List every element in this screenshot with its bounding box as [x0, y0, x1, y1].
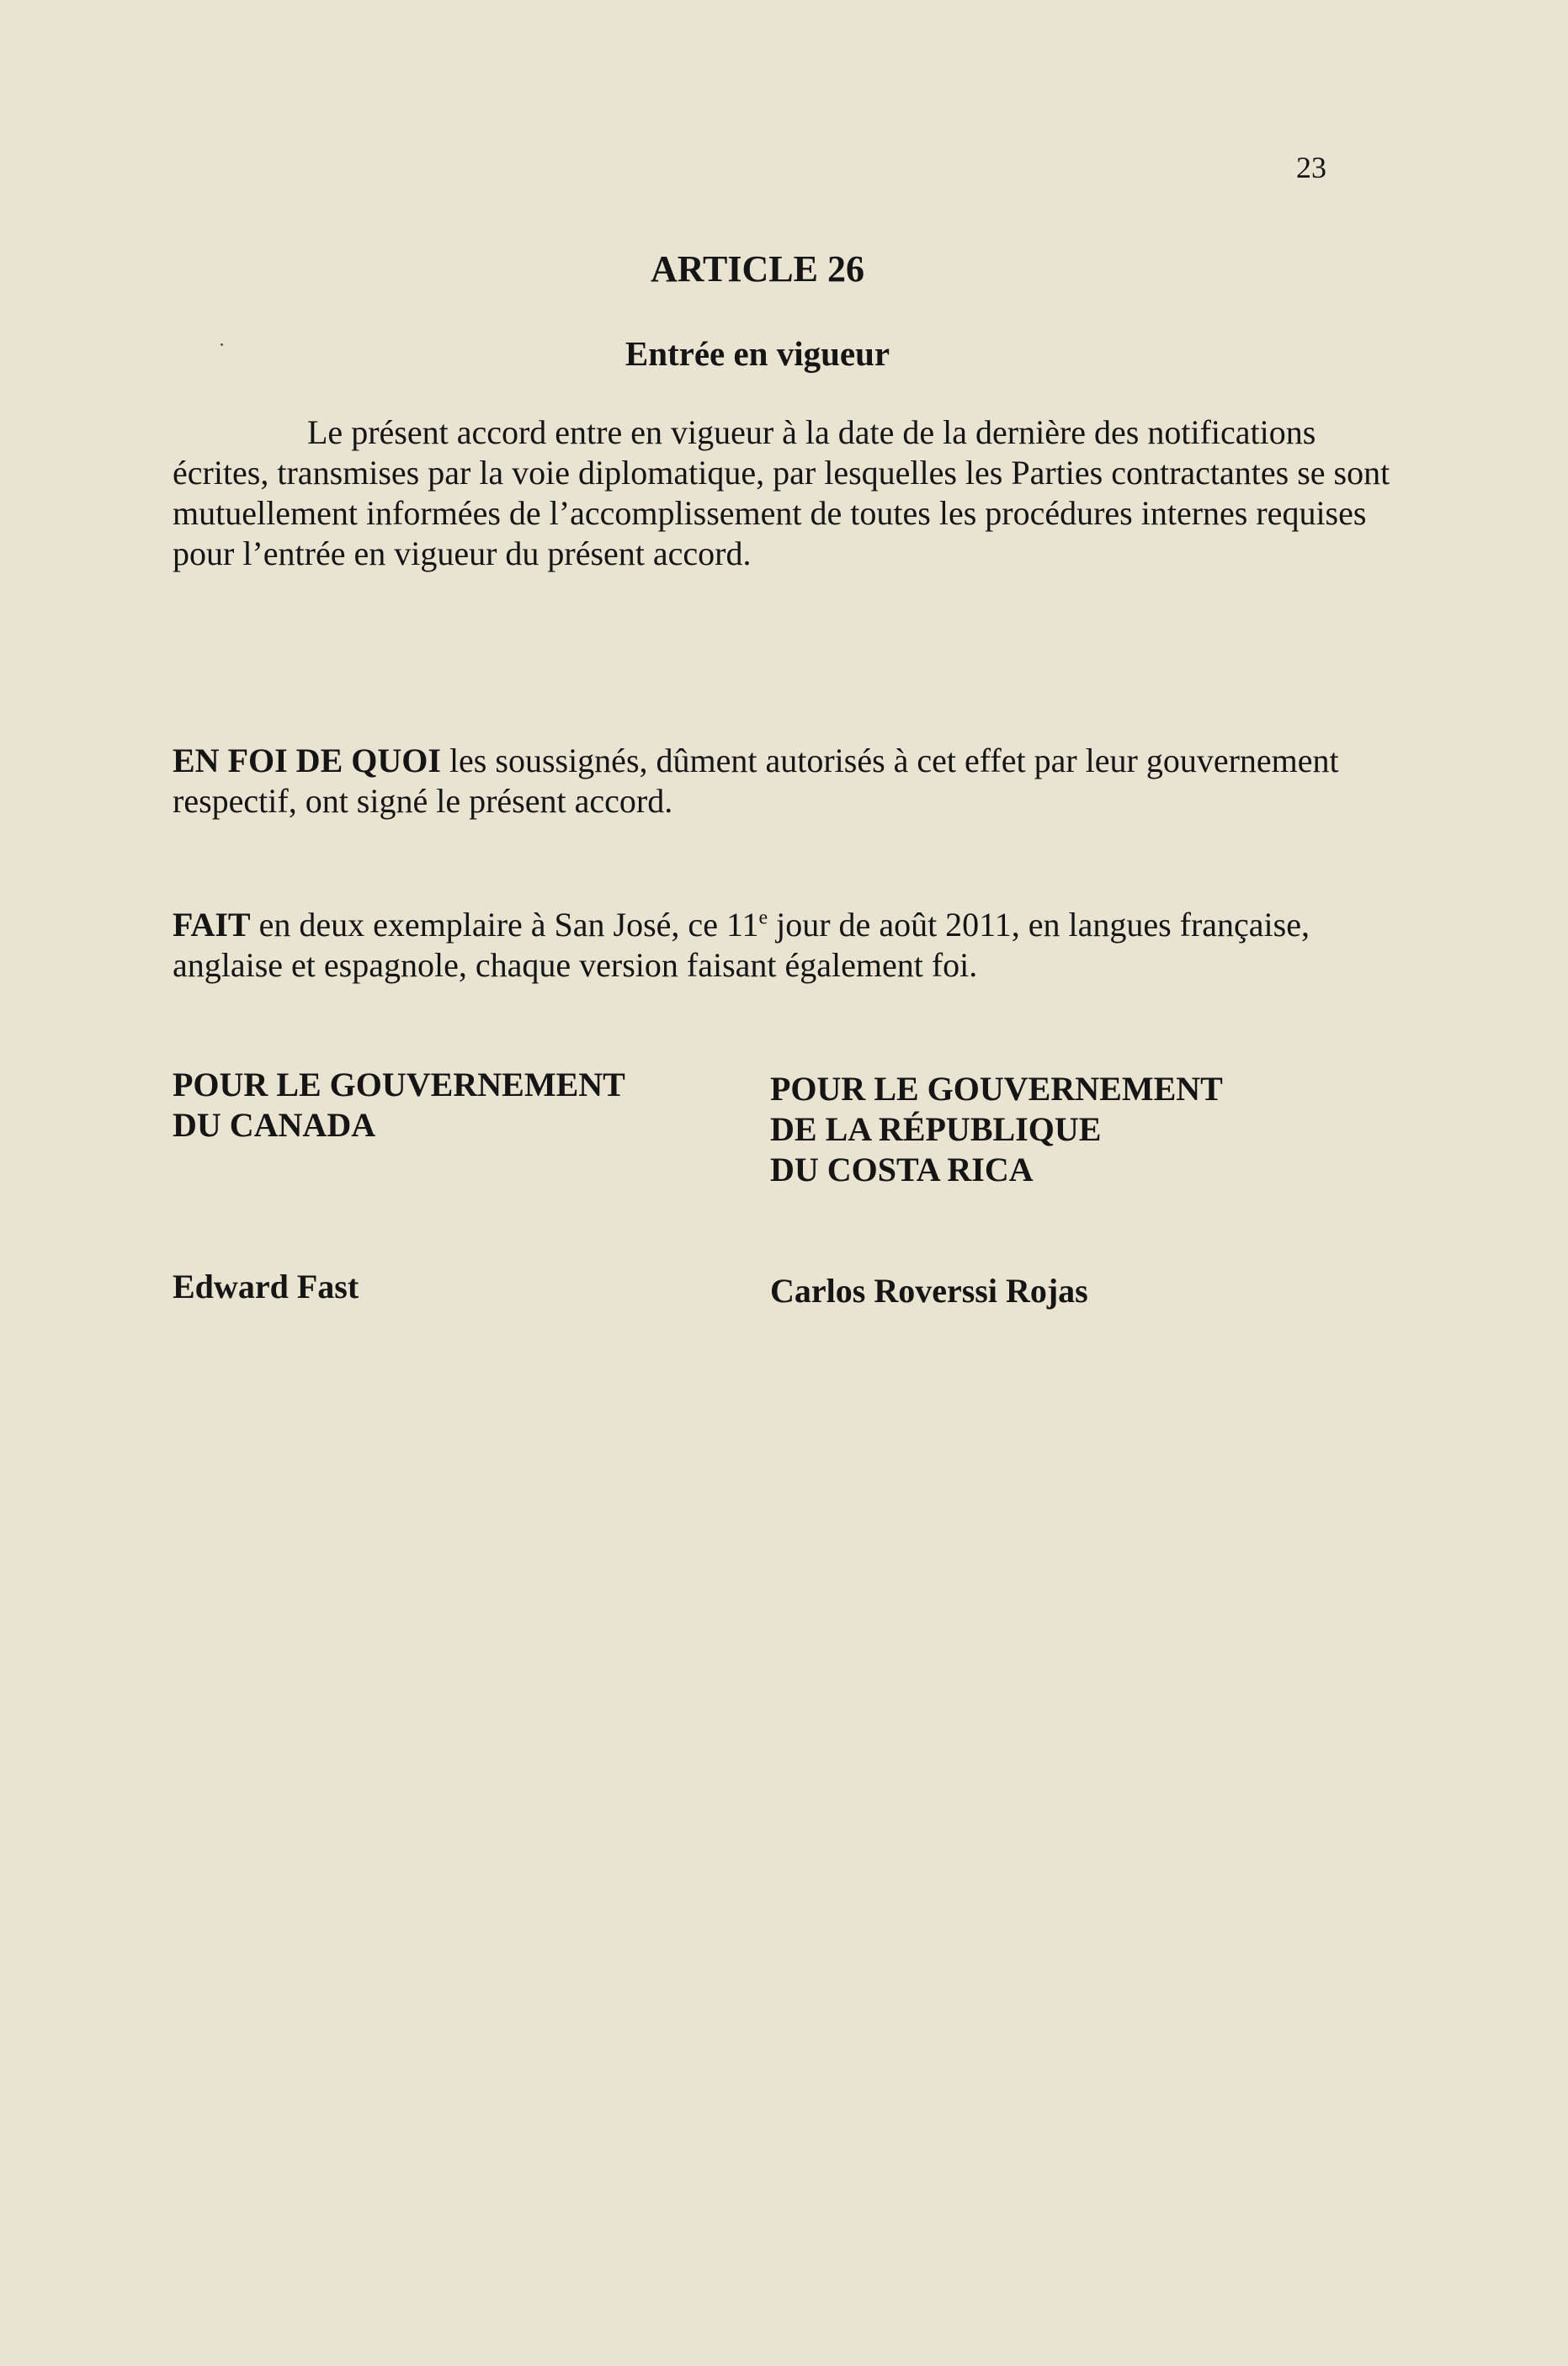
signature-heading-line: DU COSTA RICA [770, 1151, 1034, 1188]
paragraph-in-witness [173, 741, 1393, 821]
ordinal-suffix: e [758, 907, 768, 929]
signature-heading-canada [173, 1065, 762, 1146]
paragraph-entry-into-force: Le présent accord entre en vigueur à la date de la dernière des notifications écrites, transmises par la voie diplomatique, par lesquelles les Parties contractantes se sont mutuellement informées de l’accomplissement de toutes les procédures internes requises pour l’entrée en vigueur du présent accord. [173, 413, 1390, 572]
signature-heading-costa-rica [770, 1069, 1359, 1190]
signatory-name-costa-rica: Carlos Roverssi Rojas [770, 1272, 1088, 1310]
signature-heading-line: DU CANADA [173, 1106, 376, 1144]
article-subtitle: Entrée en vigueur [625, 334, 890, 373]
done-at-lead: FAIT [173, 906, 251, 944]
signature-heading-line: POUR LE GOUVERNEMENT [173, 1066, 625, 1103]
signature-heading-line: DE LA RÉPUBLIQUE [770, 1110, 1102, 1148]
article-title: ARTICLE 26 [651, 248, 864, 290]
done-at-text-1: en deux exemplaire à San José, ce 11 [250, 906, 759, 944]
signatory-name-canada: Edward Fast [173, 1268, 359, 1305]
done-at-text-2: jour de août 2011, en langues française, anglaise et espagnole, chaque version faisant également foi. [173, 906, 1310, 984]
paragraph-done-at [173, 905, 1393, 986]
in-witness-lead: EN FOI DE QUOI [173, 742, 441, 779]
in-witness-text: les soussignés, dûment autorisés à cet effet par leur gouvernement respectif, ont signé le présent accord. [173, 742, 1339, 820]
signature-heading-line: POUR LE GOUVERNEMENT [770, 1070, 1223, 1108]
page-number: 23 [1296, 151, 1326, 184]
